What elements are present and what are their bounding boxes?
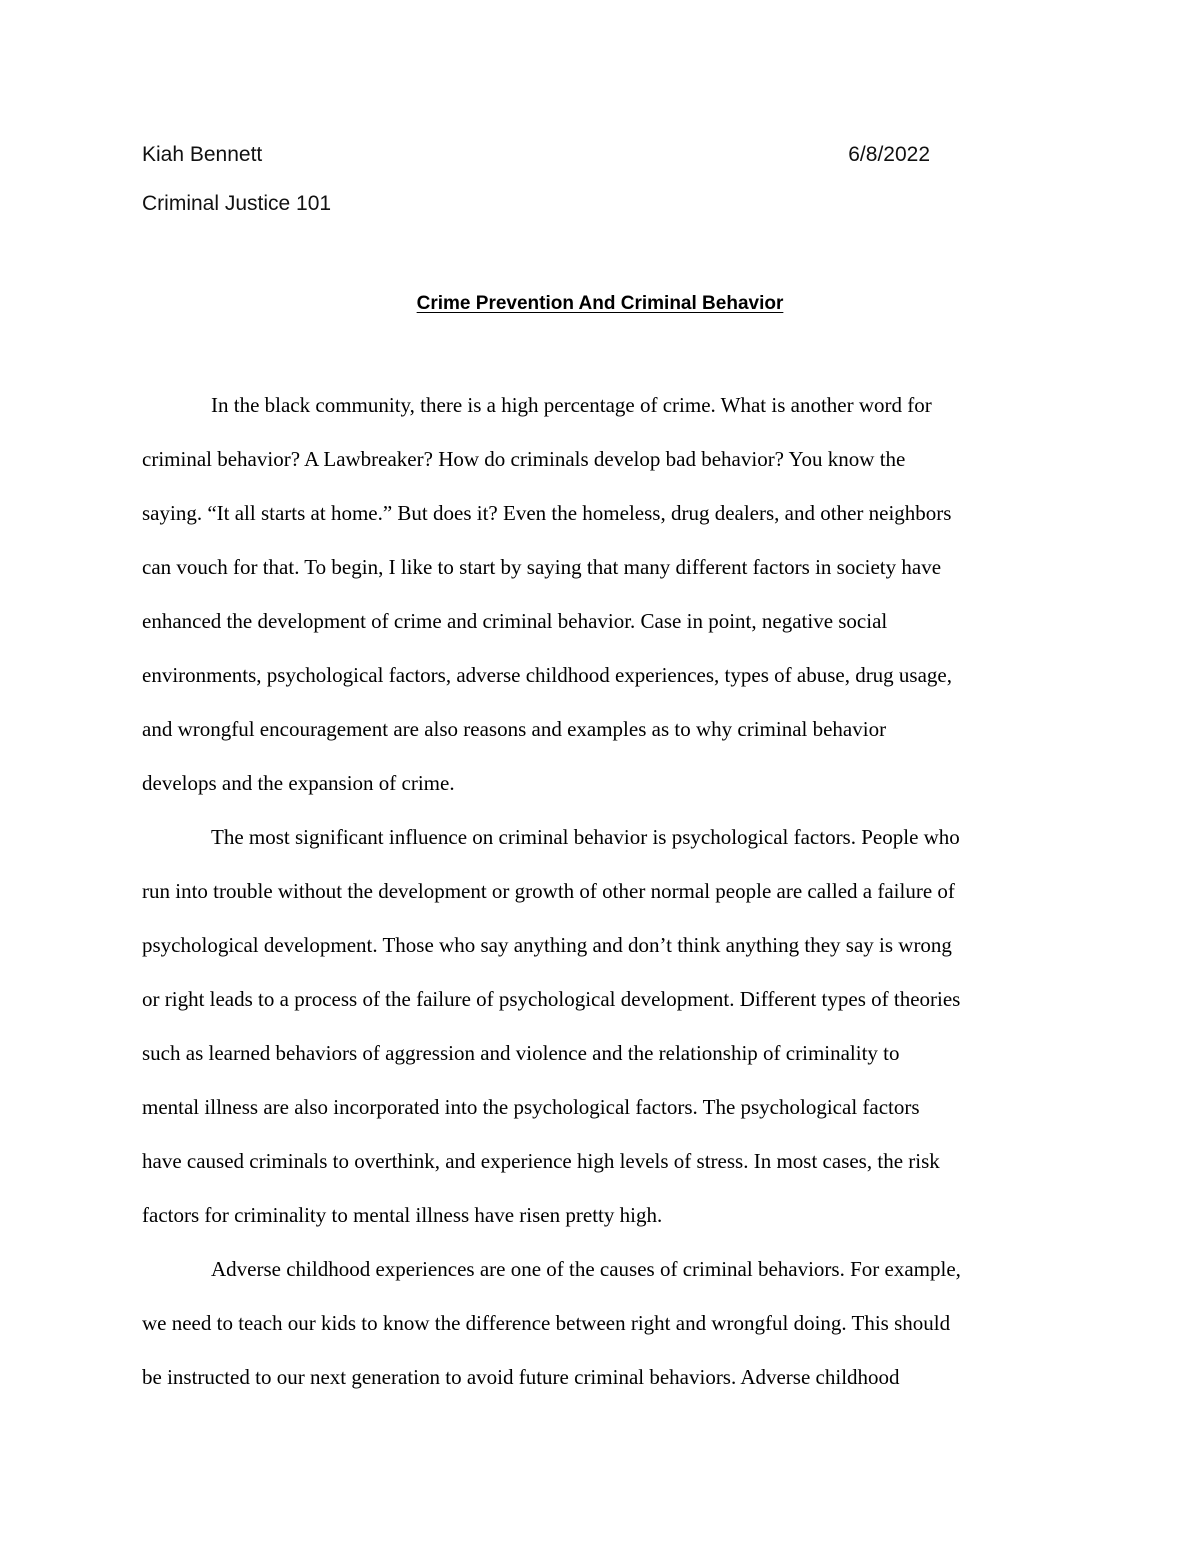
paragraph-line: mental illness are also incorporated into the psychological factors. The psychological factors	[142, 1095, 920, 1119]
essay-body	[142, 388, 1064, 1414]
paragraph-line: and wrongful encouragement are also reasons and examples as to why criminal behavior	[142, 717, 887, 741]
paragraph-line: In the black community, there is a high percentage of crime. What is another word for	[211, 393, 932, 417]
paragraph-line: such as learned behaviors of aggression and violence and the relationship of criminality to	[142, 1041, 900, 1065]
paragraph-line: saying. “It all starts at home.” But does it? Even the homeless, drug dealers, and other neighbors	[142, 501, 952, 525]
author-name: Kiah Bennett	[142, 143, 263, 166]
paragraph-line: we need to teach our kids to know the difference between right and wrongful doing. This should	[142, 1311, 951, 1335]
paragraph-line: enhanced the development of crime and criminal behavior. Case in point, negative social	[142, 609, 888, 633]
paragraph-line: The most significant influence on criminal behavior is psychological factors. People who	[211, 825, 960, 849]
paragraph-line: have caused criminals to overthink, and experience high levels of stress. In most cases, the risk	[142, 1149, 940, 1173]
paragraph-line: can vouch for that. To begin, I like to start by saying that many different factors in society have	[142, 555, 942, 579]
document-date: 6/8/2022	[848, 143, 930, 166]
paragraph-line: run into trouble without the development or growth of other normal people are called a failure of	[142, 879, 955, 903]
paragraph-line: or right leads to a process of the failure of psychological development. Different types of theories	[142, 987, 961, 1011]
course-name: Criminal Justice 101	[142, 192, 332, 215]
paragraph-line: develops and the expansion of crime.	[142, 771, 455, 795]
paragraph-line: be instructed to our next generation to avoid future criminal behaviors. Adverse childhood	[142, 1365, 900, 1389]
paragraph-line: criminal behavior? A Lawbreaker? How do criminals develop bad behavior? You know the	[142, 447, 906, 471]
paragraph-line: psychological development. Those who say anything and don’t think anything they say is wrong	[142, 933, 952, 957]
document-title: Crime Prevention And Criminal Behavior	[416, 293, 784, 314]
paragraph-line: Adverse childhood experiences are one of the causes of criminal behaviors. For example,	[211, 1257, 961, 1281]
paragraph-line: environments, psychological factors, adverse childhood experiences, types of abuse, drug usage,	[142, 663, 952, 687]
paragraph-line: factors for criminality to mental illness have risen pretty high.	[142, 1203, 663, 1227]
